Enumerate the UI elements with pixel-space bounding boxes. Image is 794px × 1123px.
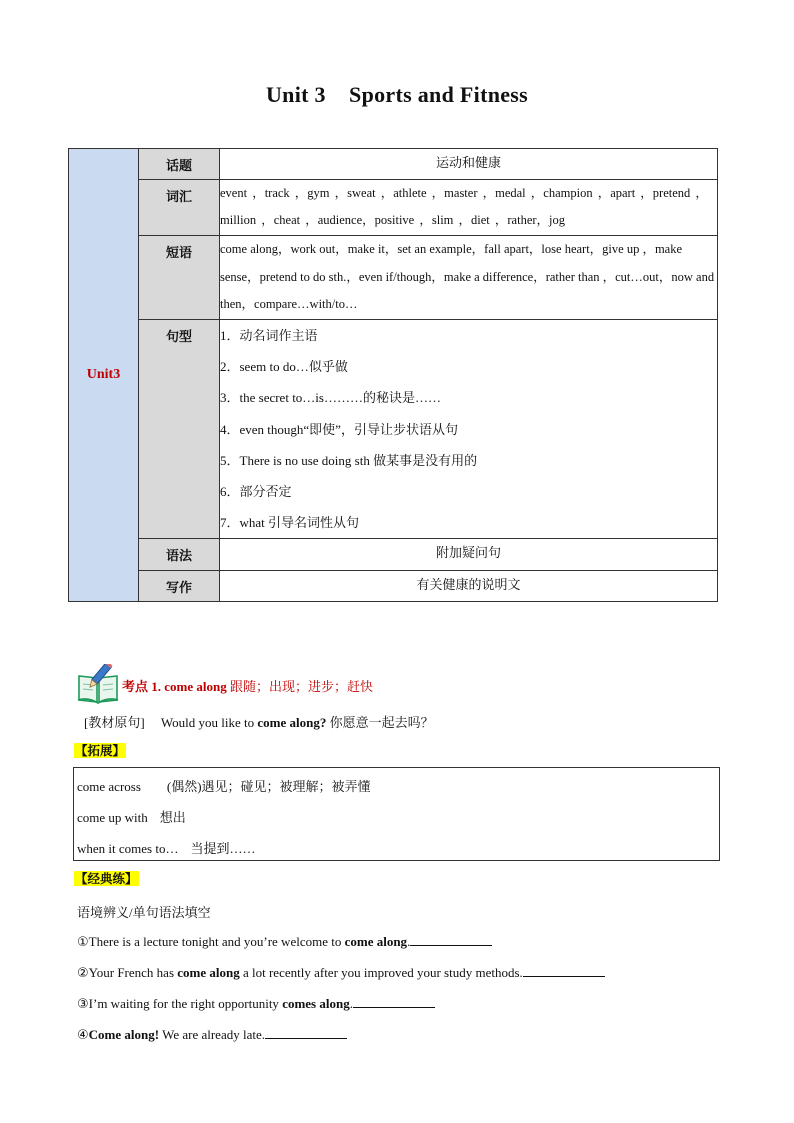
- answer-blank[interactable]: [265, 1026, 347, 1039]
- key-point-title: 考点 1. come along 跟随；出现；进步；赶快: [122, 679, 373, 694]
- practice-item: ④Come along! We are already late.: [77, 1026, 347, 1043]
- answer-blank[interactable]: [353, 995, 435, 1008]
- row-value-writing: 有关健康的说明文: [220, 571, 718, 602]
- book-pencil-icon: [76, 664, 120, 704]
- sentence-item: 3．the secret to…is………的秘诀是……: [220, 390, 441, 406]
- row-label-topic: 话题: [139, 149, 220, 180]
- extension-tag: 【拓展】: [75, 743, 126, 758]
- textbook-source-line: [教材原句] Would you like to come along? 你愿意一起去吗？: [84, 715, 434, 730]
- row-value-grammar: 附加疑问句: [220, 539, 718, 571]
- extension-item: come up with 想出: [77, 810, 186, 825]
- row-label-grammar: 语法: [139, 539, 220, 571]
- sentence-item: 1．动名词作主语: [220, 328, 318, 343]
- extension-item: when it comes to… 当提到……: [77, 841, 256, 856]
- sentence-item: 2．seem to do…似乎做: [220, 359, 348, 375]
- classic-practice-tag: 【经典练】: [75, 871, 138, 886]
- row-value-topic: 运动和健康: [220, 149, 718, 180]
- practice-instruction: 语境辨义/单句语法填空: [77, 905, 211, 920]
- row-value-phrases: come along，work out，make it，set an example，fall apart，lose heart，give up ，make sense，pretend to do sth.，even if/though，make a difference，rather than ，cut…out，now and then，compare…with/to…: [220, 236, 718, 320]
- page-title: Unit 3 Sports and Fitness: [265, 82, 529, 107]
- row-label-writing: 写作: [139, 571, 220, 602]
- sentence-item: 6．部分否定: [220, 483, 292, 499]
- row-value-sentences: [220, 320, 718, 539]
- unit-cell: [69, 149, 139, 602]
- answer-blank[interactable]: [523, 964, 605, 977]
- unit-label: Unit3: [86, 367, 121, 383]
- row-label-sentences: 句型: [139, 320, 220, 539]
- practice-item: ②Your French has come along a lot recently after you improved your study methods.: [77, 964, 605, 981]
- row-value-vocab: event ，track ，gym ，sweat ，athlete ，master ，medal ，champion ，apart ，pretend ，million ，cheat ，audience，positive ，slim ，diet ，rather，jog: [220, 180, 718, 236]
- extension-item: come across (偶然)遇见；碰见；被理解；被弄懂: [77, 779, 371, 794]
- row-label-phrases: 短语: [139, 236, 220, 320]
- row-label-vocab: 词汇: [139, 180, 220, 236]
- answer-blank[interactable]: [410, 933, 492, 946]
- source-tag: [教材原句]: [84, 715, 145, 730]
- practice-item: ①There is a lecture tonight and you’re welcome to come along.: [77, 933, 492, 950]
- sentence-item: 7．what 引导名词性从句: [220, 515, 360, 531]
- extension-box: [73, 767, 720, 861]
- practice-item: ③I’m waiting for the right opportunity comes along.: [77, 995, 435, 1012]
- sentence-item: 4．even though“即使”，引导让步状语从句: [220, 421, 458, 437]
- key-point-header: [76, 664, 716, 704]
- sentence-item: 5．There is no use doing sth 做某事是没有用的: [220, 452, 478, 468]
- unit-summary-table: [68, 148, 718, 602]
